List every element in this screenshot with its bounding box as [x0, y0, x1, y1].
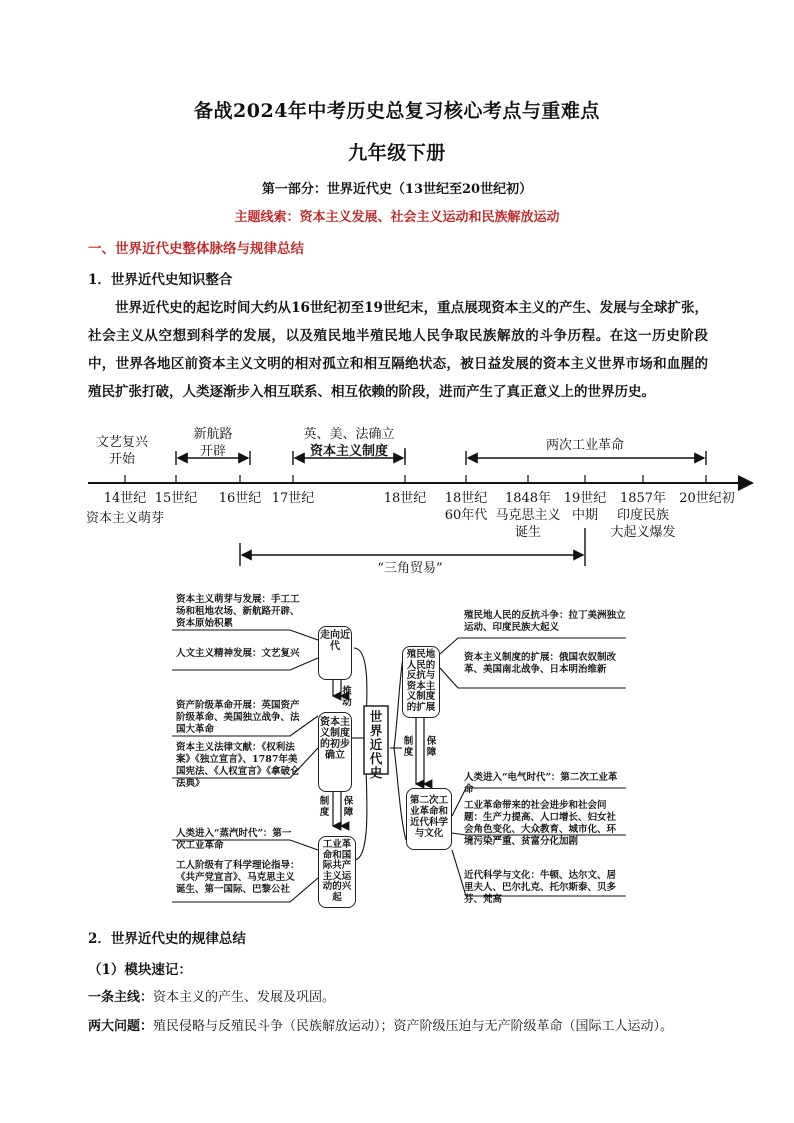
tick-19th-century-mid: 19世纪 中期	[563, 491, 607, 523]
intro-paragraph: 世界近代史的起讫时间大约从16世纪初至19世纪末，重点展现资本主义的产生、发展与全球扩张，社会主义从空想到科学的发展，以及殖民地半殖民地人民争取民族解放的斗争历程。在这一历史阶段中，世界各地区前资本主义文明的相对孤立和相互隔绝状态，被日益发展的资本主义世界市场和血腥的殖民扩张打破，人类逐渐步入相互联系、相互依赖的阶段，进而产生了真正意义上的世界历史。	[88, 300, 708, 400]
mm-left-item-3: 资产阶级革命开展：英国资产阶级革命、美国独立战争、法国大革命	[176, 700, 300, 735]
mm-label-guarantee-1: 保障	[343, 796, 354, 818]
main-line: 一条主线：资本主义的产生、发展及巩固。	[88, 990, 336, 1005]
tick-18th-century: 18世纪	[383, 491, 427, 506]
mm-node-modern-times: 走向近代	[318, 626, 352, 680]
mm-label-push: 推动	[342, 686, 352, 708]
document-title: 备战2024年中考历史总复习核心考点与重难点	[194, 100, 600, 122]
mm-label-system-1: 制度	[319, 796, 330, 818]
mm-center-title: 世界近代史	[369, 709, 383, 780]
label-triangle-trade: “三角贸易”	[377, 561, 443, 576]
mm-node-industrial-revolution: 工业革命和国际共产主义运动的兴起	[318, 836, 356, 908]
mm-right-item-5: 近代科学与文化：牛顿、达尔文、居里夫人、巴尔扎克、托尔斯泰、贝多芬、梵高	[464, 870, 617, 905]
tick-20th-century: 20世纪初	[679, 491, 735, 506]
subsection-heading-2: 2．世界近代史的规律总结	[88, 931, 246, 947]
grade-title: 九年级下册	[348, 142, 446, 164]
tick-1857: 1857年 印度民族 大起义爆发	[610, 491, 676, 540]
mm-node-colonial-resistance: 殖民地人民的反抗与资本主义制度的扩展	[402, 646, 440, 718]
tick-1848: 1848年 马克思主义 诞生	[495, 491, 561, 540]
mm-label-system-2: 制度	[403, 736, 414, 758]
tick-14th-century: 14世纪 资本主义萌芽	[85, 491, 164, 526]
tick-18th-century-60s: 18世纪 60年代	[444, 491, 488, 523]
subsection-heading-2-1: （1）模块速记：	[88, 962, 192, 978]
part-title: 第一部分：世界近代史（13世纪至20世纪初）	[261, 182, 533, 197]
tick-17th-century: 17世纪	[271, 491, 315, 506]
mm-node-second-industrial: 第二次工业革命和近代科学与文化	[406, 788, 452, 850]
mm-right-item-3: 人类进入“电气时代”：第二次工业革命	[464, 772, 618, 795]
mm-left-item-2: 人文主义精神发展：文艺复兴	[176, 648, 300, 659]
theme-line: 主题线索：资本主义发展、社会主义运动和民族解放运动	[234, 210, 560, 225]
mm-right-item-4: 工业革命带来的社会进步和社会问题：生产力提高、人口增长、妇女社会角色变化、大众教育、城市化、环境污染严重、贫富分化加剧	[464, 800, 617, 847]
mm-right-item-2: 资本主义制度的扩展：俄国农奴制改革、美国南北战争、日本明治维新	[464, 652, 617, 675]
mm-left-item-6: 工人阶级有了科学理论指导：《共产党宣言》、马克思主义诞生、第一国际、巴黎公社	[176, 860, 300, 895]
label-renaissance: 文艺复兴 开始	[95, 435, 148, 467]
mm-label-guarantee-2: 保障	[426, 736, 437, 758]
label-industrial: 两次工业革命	[545, 438, 624, 453]
tick-16th-century: 16世纪	[218, 491, 262, 506]
label-new-route: 新航路 开辟	[193, 427, 233, 459]
section-heading-1: 一、世界近代史整体脉络与规律总结	[88, 241, 304, 257]
subsection-heading-1: 1．世界近代史知识整合	[88, 272, 233, 288]
mm-node-capitalism-establish: 资本主义制度的初步确立	[318, 712, 352, 792]
label-establish: 英、美、法确立 资本主义制度	[303, 427, 395, 459]
mm-left-item-4: 资本主义法律文献：《权利法案》《独立宣言》、1787年美国宪法、《人权宣言》《拿破仑法典》	[176, 742, 300, 789]
tick-15th-century: 15世纪	[154, 491, 198, 506]
mindmap-diagram	[0, 588, 794, 918]
mm-right-item-1: 殖民地人民的反抗斗争：拉丁美洲独立运动、印度民族大起义	[464, 610, 626, 633]
mm-left-item-5: 人类进入“蒸汽时代”：第一次工业革命	[176, 828, 292, 851]
mm-left-item-1: 资本主义萌芽与发展：手工工场和租地农场、新航路开辟、资本原始积累	[176, 594, 300, 629]
two-problems: 两大问题：殖民侵略与反殖民斗争（民族解放运动）；资产阶级压迫与无产阶级革命（国际工人运动）。	[88, 1019, 674, 1034]
